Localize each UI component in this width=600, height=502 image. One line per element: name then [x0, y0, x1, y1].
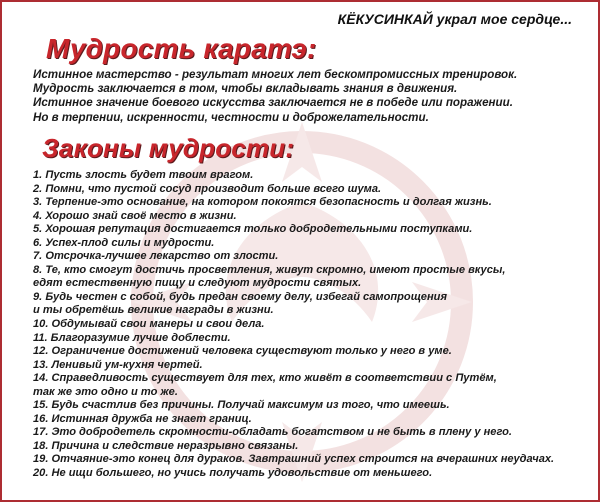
law-line: 20. Не ищи большего, но учись получать удовольствие от меньшего.	[33, 467, 433, 480]
laws-heading: Законы мудрости:	[42, 133, 295, 163]
law-line: 7. Отсрочка-лучшее лекарство от злости.	[33, 250, 279, 263]
intro-line: Истинное значение боевого искусства заключается не в победе или поражении.	[33, 96, 513, 110]
law-line: 6. Успех-плод силы и мудрости.	[33, 236, 215, 249]
intro-line: Истинное мастерство - результат многих лет бескомпромиссных тренировок.	[33, 68, 518, 81]
law-line: 11. Благоразумие лучше доблести.	[33, 331, 231, 344]
law-line: 3. Терпение-это основание, на котором покоятся безопасность и долгая жизнь.	[33, 196, 492, 209]
law-line: 1. Пусть злость будет твоим врагом.	[33, 169, 254, 181]
wisdom-heading: Мудрость каратэ:	[46, 33, 317, 64]
law-line: 18. Причина и следствие неразрывно связаны.	[33, 439, 299, 452]
law-line: 10. Обдумывай свои манеры и свои дела.	[33, 318, 265, 331]
intro-list	[33, 68, 517, 125]
intro-line: Но в терпении, искренности, честности и доброжелательности.	[33, 110, 429, 124]
law-line: и ты обретёшь великие награды в жизни.	[33, 304, 274, 317]
law-line: 4. Хорошо знай своё место в жизни.	[33, 209, 237, 222]
law-line: 2. Помни, что пустой сосуд производит больше всего шума.	[33, 182, 382, 195]
laws-list	[33, 169, 554, 481]
law-line: 8. Те, кто смогут достичь просветления, живут скромно, имеют простые вкусы,	[33, 263, 506, 276]
law-line: 15. Будь счастлив без причины. Получай максимум из того, что имеешь.	[33, 399, 450, 412]
law-line: 16. Истинная дружба не знает границ.	[33, 412, 252, 425]
law-line: 19. Отчаяние-это конец для дураков. Завтрашний успех строится на вчерашних неудачах.	[33, 453, 555, 466]
law-line: 9. Будь честен с собой, будь предан своему делу, избегай самопрощения	[33, 290, 447, 303]
law-line: 5. Хорошая репутация достигается только добродетельными поступками.	[33, 223, 473, 236]
law-line: 17. Это добродетель скромности-обладать богатством и не быть в плену у него.	[33, 426, 512, 439]
intro-line: Мудрость заключается в том, чтобы вкладывать знания в движения.	[33, 82, 458, 96]
law-line: едят естественную пищу и следуют мудрости святых.	[33, 277, 362, 290]
law-line: так же это одно и то же.	[33, 385, 178, 398]
law-line: 13. Ленивый ум-кухня чертей.	[33, 358, 203, 371]
top-caption: КЁКУСИНКАЙ украл мое сердце...	[337, 11, 572, 27]
law-line: 12. Ограничение достижений человека существуют только у него в уме.	[33, 345, 452, 358]
law-line: 14. Справедливость существует для тех, кто живёт в соответствии с Путём,	[33, 372, 497, 385]
